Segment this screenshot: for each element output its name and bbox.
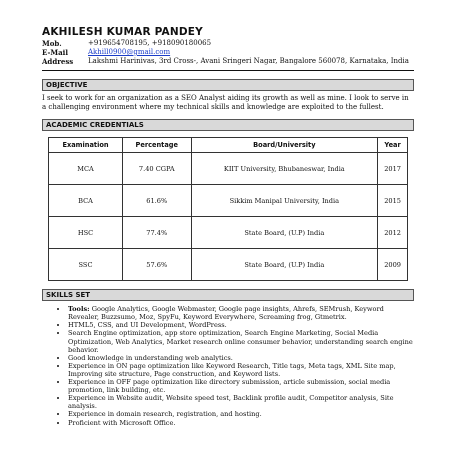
academic-heading: ACADEMIC CREDENTIALS: [42, 119, 414, 131]
list-item: • Proficient with Microsoft Office.: [68, 419, 414, 427]
table-cell: 2009: [378, 249, 408, 281]
list-item: • Experience in Website audit, Website speed test, Backlink profile audit, Competitor analysis, Site analysis.: [68, 394, 414, 410]
address-row: [42, 57, 414, 66]
address-value: Lakshmi Harinivas, 3rd Cross-, Avani Sringeri Nagar, Bangalore 560078, Karnataka, India: [88, 57, 409, 65]
list-item: • Good knowledge in understanding web analytics.: [68, 354, 414, 362]
candidate-name: AKHILESH KUMAR PANDEY: [42, 26, 203, 38]
table-cell: 61.6%: [123, 185, 191, 217]
resume-page: [42, 26, 414, 427]
list-item: • Experience in OFF page optimization like directory submission, article submission, social media promotion, link building, etc.: [68, 378, 414, 394]
address-label: Address: [42, 57, 74, 66]
list-item: • Search Engine optimization, app store optimization, Search Engine Marketing, Social Media Optimization, Web Analytics, Market research online consumer behavior, understanding search engine behavior.: [68, 329, 414, 353]
table-row: [49, 185, 408, 217]
header-divider: [42, 70, 414, 71]
tools-label: Tools:: [68, 305, 90, 314]
table-cell: MCA: [49, 153, 123, 185]
table-row: [49, 217, 408, 249]
table-cell: Sikkim Manipal University, India: [191, 185, 378, 217]
table-cell: State Board, (U.P) India: [191, 249, 378, 281]
skills-heading: SKILLS SET: [42, 289, 414, 301]
table-row: [49, 249, 408, 281]
column-header: Percentage: [123, 138, 191, 153]
table-cell: 2017: [378, 153, 408, 185]
email-label: E-Mail: [42, 48, 68, 57]
table-header-row: [49, 138, 408, 153]
table-cell: State Board, (U.P) India: [191, 217, 378, 249]
email-link[interactable]: Akhill0900@gmail.com: [88, 48, 171, 56]
academic-table: [48, 137, 408, 281]
tools-text: Google Analytics, Google Webmaster, Google page insights, Ahrefs, SEMrush, Keyword Revealer, Buzzsumo, Moz, SpyFu, Keyword Everywhere, Screaming frog, Gtmetrix.: [68, 305, 384, 322]
table-cell: 77.4%: [123, 217, 191, 249]
contact-info: [42, 39, 414, 66]
objective-heading: OBJECTIVE: [42, 79, 414, 91]
table-cell: 57.6%: [123, 249, 191, 281]
table-cell: KIIT University, Bhubaneswar, India: [191, 153, 378, 185]
table-cell: 2012: [378, 217, 408, 249]
table-cell: 7.40 CGPA: [123, 153, 191, 185]
objective-text: I seek to work for an organization as a SEO Analyst aiding its growth as well as mine. I look to serve in a challenging environment where my technical skills and knowledge are exploited to the fullest.: [42, 94, 409, 111]
column-header: Examination: [49, 138, 123, 153]
column-header: Board/University: [191, 138, 378, 153]
email-row: [42, 48, 414, 57]
table-cell: 2015: [378, 185, 408, 217]
mobile-row: [42, 39, 414, 48]
mobile-label: Mob.: [42, 39, 62, 48]
mobile-value: +919654708195, +918090180065: [88, 39, 212, 47]
table-cell: HSC: [49, 217, 123, 249]
list-item: • Experience in domain research, registration, and hosting.: [68, 410, 414, 418]
list-item: [68, 305, 414, 321]
column-header: Year: [378, 138, 408, 153]
skills-list: [42, 305, 414, 426]
table-cell: SSC: [49, 249, 123, 281]
list-item: • Experience in ON page optimization like Keyword Research, Title tags, Meta tags, XML Site map, Improving site structure, Page construction, and Keyword lists.: [68, 362, 414, 378]
table-cell: BCA: [49, 185, 123, 217]
list-item: • HTML5, CSS, and UI Development, WordPress.: [68, 321, 414, 329]
table-row: [49, 153, 408, 185]
